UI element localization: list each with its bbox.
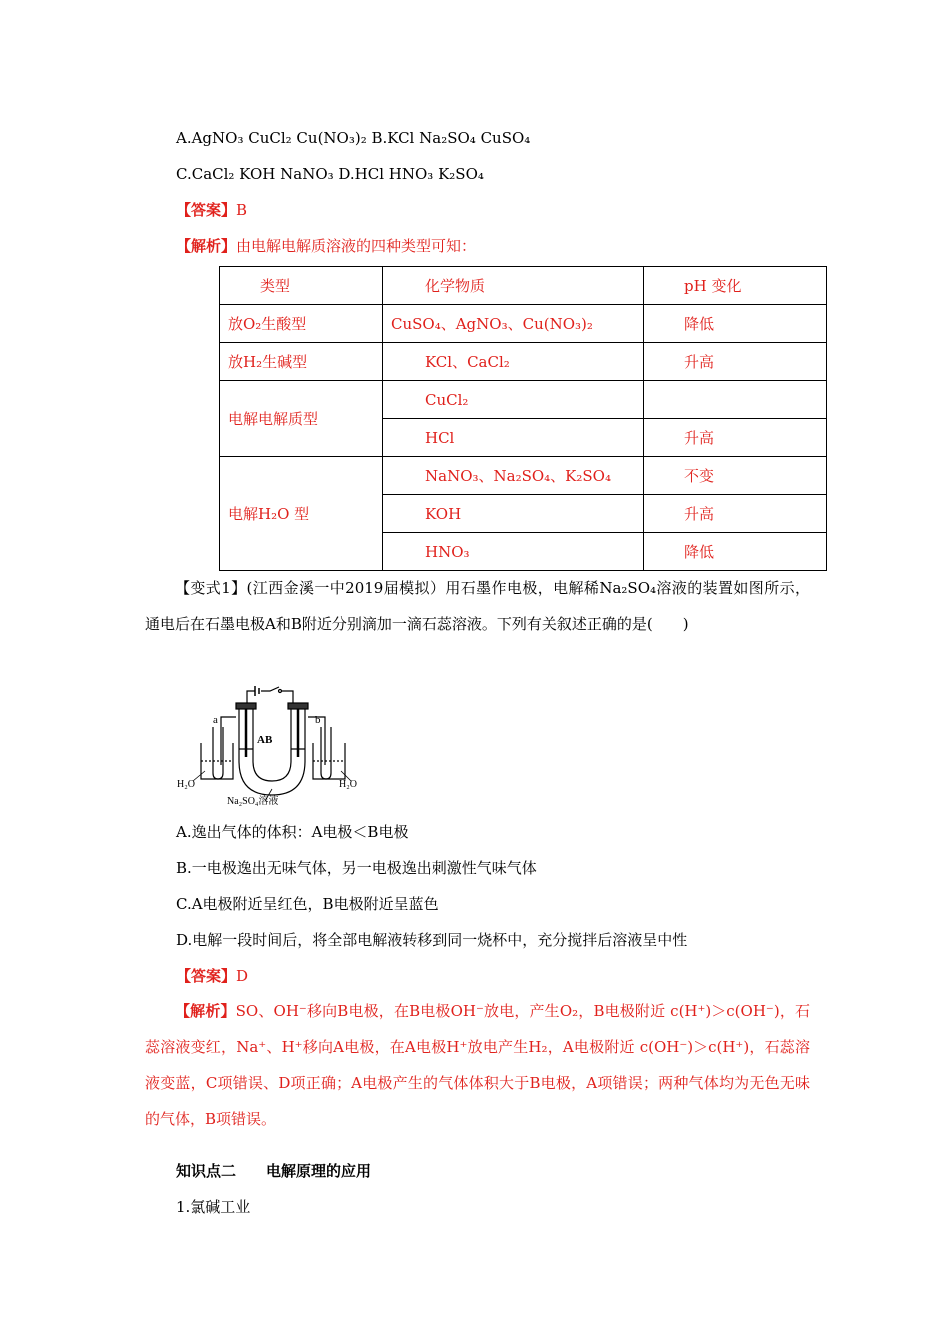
label-h2o-left: H₂O <box>177 779 195 790</box>
table-row <box>220 305 827 343</box>
header-type: 类型 <box>220 267 383 305</box>
cell-type: 电解电解质型 <box>220 381 383 457</box>
cell-ph: 不变 <box>644 457 827 495</box>
cell-substance: CuCl₂ <box>383 381 644 419</box>
label-b: b <box>315 714 321 726</box>
option-A: A.逸出气体的体积：A电极＜B电极 <box>176 823 409 841</box>
answer-1 <box>176 200 247 220</box>
analysis-1 <box>176 236 476 256</box>
answer-bracket: 【答案】 <box>176 201 237 219</box>
table-row <box>220 457 827 495</box>
label-h2o-right: H₂O <box>339 779 357 790</box>
cell-ph: 升高 <box>644 495 827 533</box>
section-item-1: 1.氯碱工业 <box>176 1198 251 1216</box>
options-line-2: C.CaCl₂ KOH NaNO₃ D.HCl HNO₃ K₂SO₄ <box>176 165 484 183</box>
cell-ph: 降低 <box>644 533 827 571</box>
cell-type: 电解H₂O 型 <box>220 457 383 571</box>
option-B: B.一电极逸出无味气体，另一电极逸出刺激性气味气体 <box>176 859 537 877</box>
header-substance: 化学物质 <box>383 267 644 305</box>
option-D: D.电解一段时间后，将全部电解液转移到同一烧杯中，充分搅拌后溶液呈中性 <box>176 931 688 949</box>
variant-question: 【变式1】(江西金溪一中2019届模拟）用石墨作电极，电解稀Na₂SO₄溶液的装置如图所示，通电后在石墨电极A和B附近分别滴加一滴石蕊溶液。下列有关叙述正确的是( ) <box>145 579 810 633</box>
answer-value: D <box>236 967 249 985</box>
analysis-text: SO、OH⁻移向B电极，在B电极OH⁻放电，产生O₂，B电极附近 c(H⁺)＞c(OH⁻)，石蕊溶液变红，Na⁺、H⁺移向A电极，在A电极H⁺放电产生H₂，A电极附近 c(OH⁻)＞c(H⁺)，石蕊溶液变蓝，C项错误、D项正确；A电极产生的气体体积大于B电极，A项错误；两种气体均为无色无味的气体，B项错误。 <box>145 1002 810 1128</box>
label-AB: AB <box>257 734 273 746</box>
cell-substance: KOH <box>383 495 644 533</box>
cell-type: 放H₂生碱型 <box>220 343 383 381</box>
table-header-row <box>220 267 827 305</box>
answer-bracket: 【答案】 <box>176 967 237 985</box>
cell-substance: NaNO₃、Na₂SO₄、K₂SO₄ <box>383 457 644 495</box>
cell-ph: 升高 <box>644 419 827 457</box>
analysis-2 <box>145 993 810 1137</box>
cell-ph <box>644 381 827 419</box>
options-line-1: A.AgNO₃ CuCl₂ Cu(NO₃)₂ B.KCl Na₂SO₄ CuSO₄ <box>176 129 531 147</box>
analysis-bracket: 【解析】 <box>175 1002 236 1020</box>
cell-substance: HCl <box>383 419 644 457</box>
electrolysis-types-table <box>219 266 827 571</box>
table-row <box>220 381 827 419</box>
cell-substance: HNO₃ <box>383 533 644 571</box>
section-heading: 知识点二 电解原理的应用 <box>176 1162 372 1180</box>
cell-substance: CuSO₄、AgNO₃、Cu(NO₃)₂ <box>383 305 644 343</box>
table-row <box>220 343 827 381</box>
cell-type: 放O₂生酸型 <box>220 305 383 343</box>
cell-ph: 升高 <box>644 343 827 381</box>
cell-ph: 降低 <box>644 305 827 343</box>
label-a: a <box>213 714 218 726</box>
answer-2 <box>176 966 248 986</box>
electrolysis-apparatus-figure <box>175 683 375 808</box>
cell-substance: KCl、CaCl₂ <box>383 343 644 381</box>
label-solution: Na₂SO₄溶液 <box>227 796 279 807</box>
analysis-text: 由电解电解质溶液的四种类型可知： <box>236 237 477 255</box>
answer-value: B <box>236 201 248 219</box>
header-ph: pH 变化 <box>644 267 827 305</box>
option-C: C.A电极附近呈红色，B电极附近呈蓝色 <box>176 895 439 913</box>
analysis-bracket: 【解析】 <box>176 237 237 255</box>
